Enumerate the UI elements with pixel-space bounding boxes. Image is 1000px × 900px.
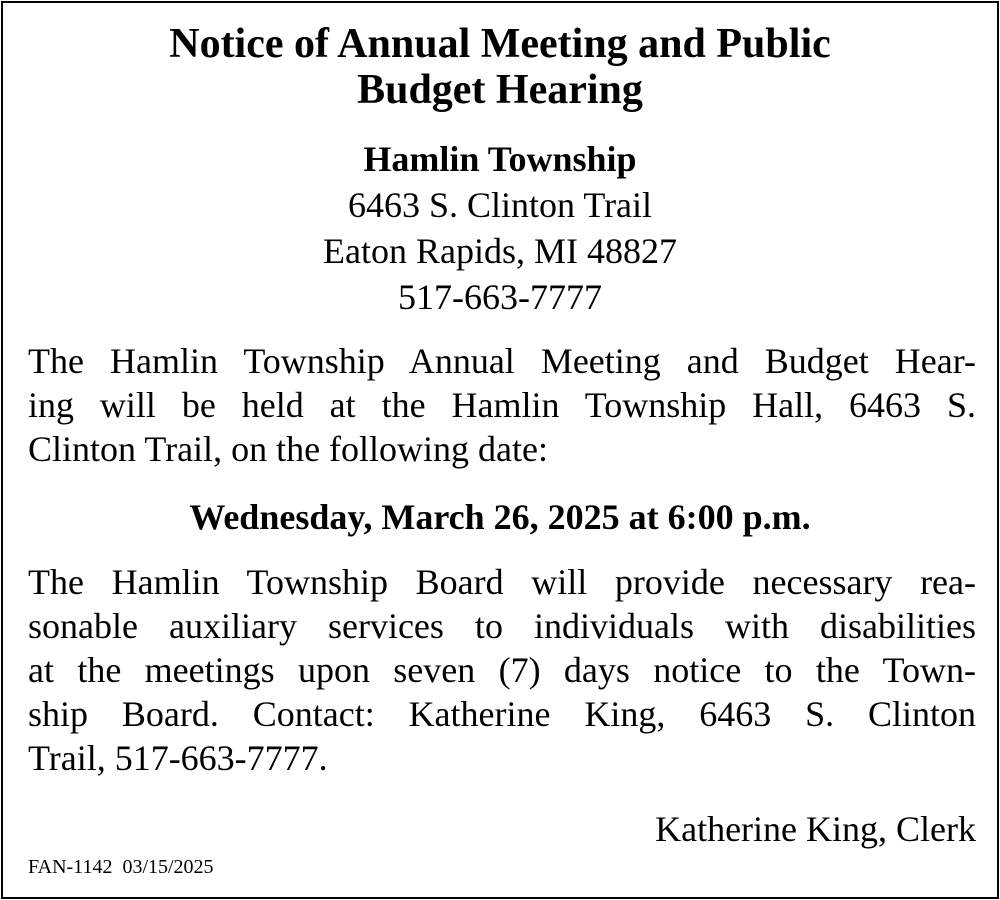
paragraph-line: sonable auxiliary services to individuals with disabilities xyxy=(28,606,976,646)
paragraph-line: at the meetings upon seven (7) days notice to the Town- xyxy=(28,650,976,690)
public-notice xyxy=(1,1,999,899)
phone-number: 517-663-7777 xyxy=(398,277,602,317)
paragraph-line: Clinton Trail, on the following date: xyxy=(28,429,548,469)
paragraph-line: Trail, 517-663-7777. xyxy=(28,738,328,778)
address-line-1: 6463 S. Clinton Trail xyxy=(347,185,653,225)
title-line-2: Budget Hearing xyxy=(357,67,643,113)
paragraph-line: The Hamlin Township Annual Meeting and Budget Hear- xyxy=(28,341,976,381)
accessibility-paragraph xyxy=(28,560,976,780)
meeting-paragraph xyxy=(28,339,976,471)
township-name: Hamlin Township xyxy=(363,139,637,179)
paragraph-line: The Hamlin Township Board will provide necessary rea- xyxy=(28,562,976,602)
meeting-datetime: Wednesday, March 26, 2025 at 6:00 p.m. xyxy=(189,497,811,537)
notice-footer-code: FAN-1142 03/15/2025 xyxy=(28,856,214,878)
address-line-2: Eaton Rapids, MI 48827 xyxy=(323,231,677,271)
paragraph-line: ship Board. Contact: Katherine King, 6463 S. Clinton xyxy=(28,694,976,734)
clerk-signature: Katherine King, Clerk xyxy=(655,809,976,849)
paragraph-line: ing will be held at the Hamlin Township Hall, 6463 S. xyxy=(28,385,976,425)
notice-title xyxy=(3,21,997,113)
title-line-1: Notice of Annual Meeting and Public xyxy=(169,21,831,67)
